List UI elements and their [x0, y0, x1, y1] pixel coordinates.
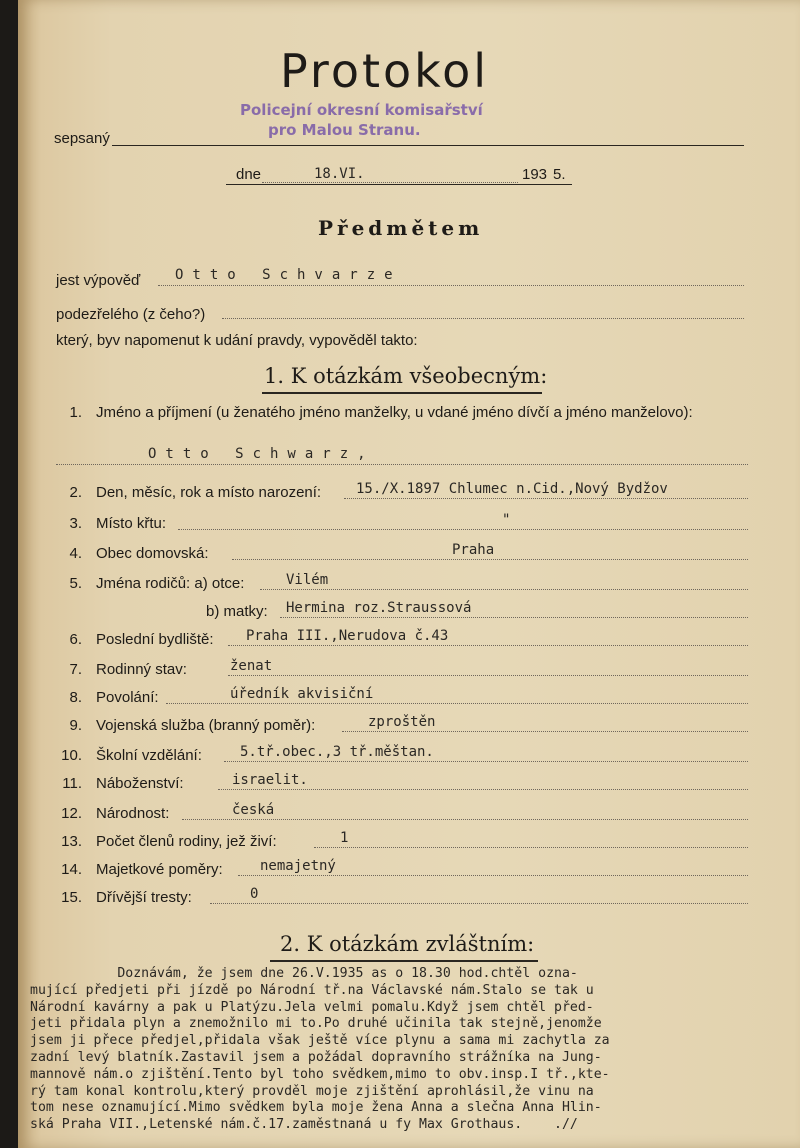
- question-number: 11.: [62, 775, 82, 792]
- podezreleho-line: [222, 318, 744, 319]
- question-label: Obec domovská:: [96, 545, 209, 562]
- statement-line: mannově nám.o zjištění.Tento byl toho svědkem,mimo to obv.insp.I tř.,kte-: [30, 1066, 610, 1082]
- question-label: Rodinný stav:: [96, 661, 187, 678]
- question-number: 9.: [69, 717, 82, 734]
- question-number: 8.: [69, 689, 82, 706]
- question-label: Jména rodičů: a) otce:: [96, 575, 245, 592]
- year-prefix: 193: [522, 166, 548, 183]
- question-number: 3.: [69, 515, 82, 532]
- statement-line: rý tam konal kontrolu,který provděl moje zjištění aprohlásil,že vinu na: [30, 1083, 594, 1099]
- q1-number: 1.: [69, 404, 82, 421]
- statement-line: Národní kavárny a pak u Platýzu.Jela velmi pomalu.Když jsem chtěl před-: [30, 999, 594, 1015]
- question-number: 2.: [69, 484, 82, 501]
- answer-line: [218, 789, 748, 790]
- answer-line: [238, 875, 748, 876]
- section-1-heading: 1. K otázkám všeobecným:: [264, 364, 548, 388]
- statement-line: ská Praha VII.,Letenské nám.č.17.zaměstnaná u fy Max Grothaus. .//: [30, 1117, 578, 1133]
- question-label: Povolání:: [96, 689, 159, 706]
- date-underline: [226, 184, 572, 185]
- question-label: Majetkové poměry:: [96, 861, 223, 878]
- jest-value: Otto Schvarze: [175, 267, 402, 283]
- answer-line: [224, 761, 748, 762]
- answer-line: [228, 645, 748, 646]
- question-answer: 15./X.1897 Chlumec n.Cid.,Nový Bydžov: [356, 481, 668, 497]
- question-number: 5.: [69, 575, 82, 592]
- jest-label: jest výpověď: [56, 272, 141, 289]
- question-answer: israelit.: [232, 772, 308, 788]
- subject-heading: Předmětem: [318, 216, 484, 240]
- question-label: Školní vzdělání:: [96, 747, 202, 764]
- statement-line: mující předjeti při jízdě po Národní tř.na Václavské nám.Stalo se tak u: [30, 982, 594, 998]
- q1-line: [56, 464, 748, 465]
- question-label: Náboženství:: [96, 775, 184, 792]
- question-label: Dřívější tresty:: [96, 889, 192, 906]
- question-answer: 0: [250, 886, 259, 902]
- statement-line: jsem ji přece předjel,přidala však ještě více plynu a sama mi zachytla za: [30, 1033, 610, 1049]
- question-number: 6.: [69, 631, 82, 648]
- question-label: Místo křtu:: [96, 515, 167, 532]
- answer-line: [182, 819, 748, 820]
- q1-label: Jméno a příjmení (u ženatého jméno manželky, u vdané jméno dívčí a jméno manželovo):: [96, 404, 693, 421]
- question-answer: česká: [232, 802, 275, 818]
- jest-line: [158, 285, 744, 286]
- question-answer: Praha: [452, 542, 495, 558]
- question-answer: Praha III.,Nerudova č.43: [246, 628, 449, 644]
- podezreleho-label: podezřelého (z čeho?): [56, 306, 206, 323]
- answer-line: [344, 498, 748, 499]
- question-label: Poslední bydliště:: [96, 631, 214, 648]
- year-suffix: 5.: [553, 166, 566, 183]
- answer-line: [232, 559, 748, 560]
- answer-line: [178, 529, 748, 530]
- question-label: Vojenská služba (branný poměr):: [96, 717, 316, 734]
- answer-line: [342, 731, 748, 732]
- statement-line: jeti přidala plyn a znemožnilo mi to.Po druhé učinila tak stejně,jenomže: [30, 1016, 602, 1032]
- answer-line: [228, 675, 748, 676]
- answer-line: [280, 617, 748, 618]
- statement-line: Doznávám, že jsem dne 26.V.1935 as o 18.30 hod.chtěl ozna-: [30, 966, 578, 981]
- question-number: 7.: [69, 661, 82, 678]
- answer-line: [260, 589, 748, 590]
- question-answer: Vilém: [286, 572, 329, 588]
- sepsany-line: [112, 145, 744, 146]
- question-label: Národnost:: [96, 805, 170, 822]
- question-label: Den, měsíc, rok a místo narození:: [96, 484, 322, 501]
- question-answer: ženat: [230, 658, 273, 674]
- answer-line: [314, 847, 748, 848]
- question-answer: Hermina roz.Straussová: [286, 600, 472, 616]
- page-title: Protokol: [280, 44, 490, 98]
- date-value: 18.VI.: [314, 166, 365, 182]
- stamp-line-1: Policejní okresní komisařství: [240, 101, 483, 119]
- question-number: 15.: [61, 889, 82, 906]
- question-answer: nemajetný: [260, 858, 336, 874]
- question-answer: 5.tř.obec.,3 tř.měštan.: [240, 744, 434, 760]
- date-line: [262, 182, 518, 183]
- question-answer: ": [502, 512, 511, 528]
- question-number: 10.: [61, 747, 82, 764]
- question-number: 4.: [69, 545, 82, 562]
- answer-line: [166, 703, 748, 704]
- section-2-underline: [270, 960, 538, 962]
- dne-label: dne: [236, 166, 262, 183]
- q1-value: Otto Schwarz,: [148, 446, 375, 462]
- statement-line: tom nese oznamující.Mimo svědkem byla moje žena Anna a slečna Anna Hlin-: [30, 1100, 602, 1116]
- ktery-label: který, byv napomenut k udání pravdy, vypověděl takto:: [56, 332, 418, 349]
- sepsany-label: sepsaný: [54, 130, 110, 147]
- question-number: 14.: [61, 861, 82, 878]
- question-answer: 1: [340, 830, 349, 846]
- section-1-underline: [262, 392, 542, 394]
- question-answer: zproštěn: [368, 714, 436, 730]
- question-label: b) matky:: [206, 603, 268, 620]
- section-2-heading: 2. K otázkám zvláštním:: [280, 932, 535, 956]
- question-answer: úředník akvisiční: [230, 686, 374, 702]
- statement-line: zadní levý blatník.Zastavil jsem a požádal dopravního strážníka na Jung-: [30, 1050, 602, 1065]
- stamp-line-2: pro Malou Stranu.: [268, 121, 421, 139]
- question-number: 12.: [61, 805, 82, 822]
- question-number: 13.: [61, 833, 82, 850]
- answer-line: [210, 903, 748, 904]
- question-label: Počet členů rodiny, jež živí:: [96, 833, 277, 850]
